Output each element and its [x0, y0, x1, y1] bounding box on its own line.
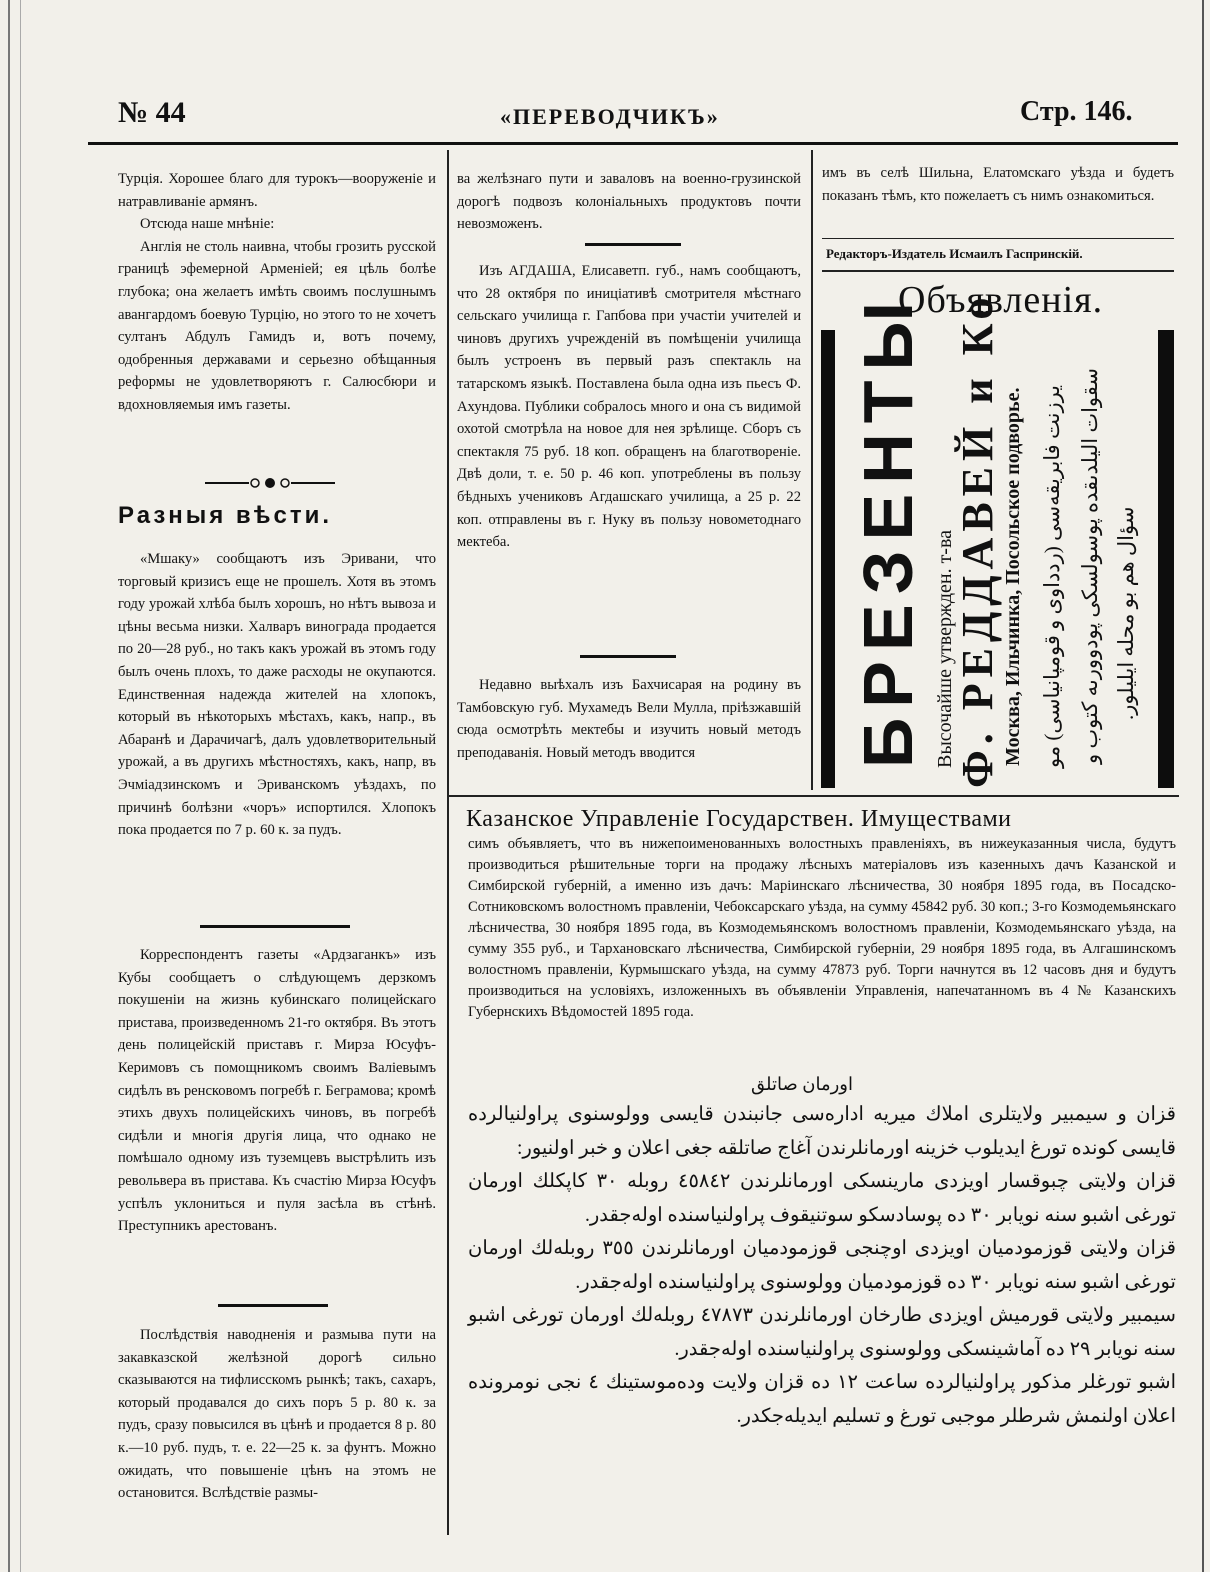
ads-heading: Объявленія. [898, 279, 1104, 321]
notice-russian-text: симъ объявляетъ, что въ нижепоименованныхъ волостныхъ правленіяхъ, въ нижеуказанныя числа, будутъ производиться рѣшительные торги на продажу лѣсныхъ матеріаловъ изъ казенныхъ дачъ Казанской и Симбирской губерній, а именно изъ дачъ: Маріинскаго лѣсничества, 30 ноября 1895 года, въ Посадско-Сотниковскомъ волостномъ правленіи, Чебоксарскаго уѣзда, на сумму 45842 руб. 30 коп.; 3-го Козмодемьянскаго лѣсничества, 30 ноября 1895 года, въ Козмодемьянскомъ волостномъ правленіи, Козмодемьянскаго уѣзда, на сумму 355 руб., и Тархановскаго лѣсничества, Симбирской губерніи, 29 ноября 1895 года, въ Алгашинскомъ волостномъ правленіи, Курмышскаго уѣзда, на сумму 47873 руб. Торги начнутся въ 12 часовъ дня и будутъ производиться на условіяхъ, изложенныхъ въ объявленіи Управленія, напечатанномъ въ 4 № Казанскихъ Губернскихъ Вѣдомостей 1895 года. [468, 836, 1176, 1020]
ad-address: Москва, Ильчинка, Посольское подворье. [1002, 387, 1024, 766]
notice-arabic-p4: سيمبير ولايتى قورميش اويزدى طارخان اورمانلرندن ٤٧٨٧٣ روبله‌لك اورمان تورغى اشبو سنه نويابر ٢٩ ده آماشينسكى وولوسنوى پراولنياسنده اوله‌جقدر. [468, 1305, 1176, 1360]
column-rule-1 [447, 150, 449, 1535]
ad-left-bar [821, 330, 835, 788]
notice-arabic-body [468, 1098, 1176, 1433]
column-2-agdash [457, 260, 801, 554]
column-1-top [118, 168, 436, 417]
ads-rule [822, 270, 1174, 272]
article-divider [218, 1304, 328, 1307]
section-heading-news: Разныя вѣсти. [118, 502, 333, 529]
column-1-kuba [118, 944, 436, 1238]
right-page-edge [1202, 0, 1204, 1572]
page-number: Стр. 146. [1020, 96, 1133, 127]
editor-rule [822, 238, 1174, 239]
article-turkey-end: Турція. Хорошее благо для турокъ—вооруженіе и натравливаніе армянъ. [118, 171, 436, 210]
column-2-bakhchisaray [457, 674, 801, 764]
news-tiflis: Послѣдствія наводненія и размыва пути на закавказской желѣзной дорогѣ сильно сказываются на тифлисскомъ рынкѣ; такъ, сахаръ, который продавался до сихъ поръ 5 р. 80 к. за пудъ, сразу повысился въ цѣнѣ и продается 8 р. 80 к.—10 руб. пудъ, т. е. 22—25 к. за фунтъ. Можно ожидать, что повышеніе цѣнъ на этомъ не остановится. Вслѣдствіе размы- [118, 1327, 436, 1502]
column-rule-2 [811, 150, 813, 790]
ad-arabic-line-2: سقوات اليلدىقده پوسولسكى پودوورىه كتوب و [1078, 368, 1102, 764]
ad-subtitle: Высочайше утвержден. т-ва [934, 529, 956, 768]
notice-title: Казанское Управленіе Государствен. Имуществами [466, 806, 1012, 832]
ad-company: Ф. РЕДДАВЕЙ и Ко [953, 291, 1002, 788]
opinion-text: Англія не столь наивна, чтобы грозить русской границѣ эфемерной Арменіей; ея цѣль болѣе глубока; она желаетъ имѣть своимъ послушнымъ авангардомъ боевую Турцію, но этого то не хочетъ султанъ Абдулъ Гамидъ и, вотъ почему, одобренныя державами и серьезно обѣщанныя реформы не удовлетворяютъ г. Салюсбюри и вдохновляемыя имъ газеты. [118, 238, 436, 413]
news-railway-end: ва желѣзнаго пути и заваловъ на военно-грузинской дорогѣ подвозъ колоніальныхъ продуктовъ почти невозможенъ. [457, 171, 801, 233]
newspaper-title: «ПЕРЕВОДЧИКЪ» [500, 104, 720, 129]
notice-body [468, 834, 1176, 1023]
notice-top-rule [449, 795, 1179, 797]
article-divider [580, 655, 676, 658]
issue-number: № 44 [118, 96, 186, 129]
news-bakhchisaray: Недавно выѣхалъ изъ Бахчисарая на родину въ Тамбовскую губ. Мухамедъ Вели Мулла, пріѣзжавшій сюда осмотрѣть мектебы и изучить новый методъ преподаванія. Новый методъ вводится [457, 677, 801, 761]
notice-arabic-p2: قزان ولايتى چبوقسار اويزدى مارينسكى اورمانلرندن ٤٥٨٤٢ روبله ٣٠ كاپكلك اورمان تورغى اشبو سنه نويابر ٣٠ ده پوسادسكو سوتنيقوف پراولنياسنده اوله‌جقدر. [468, 1171, 1176, 1226]
header-rule [88, 142, 1178, 145]
news-shilna-end: имъ въ селѣ Шильна, Елатомскаго уѣзда и будетъ показанъ тѣмъ, кто пожелаетъ съ нимъ ознакомиться. [822, 165, 1174, 204]
column-3-top [822, 162, 1174, 207]
news-agdash: Изъ АГДАША, Елисаветп. губ., намъ сообщаютъ, что 28 октября по иниціативѣ смотрителя мѣстнаго сельскаго училища г. Гапбова при участіи учителей и чиновъ другихъ учрежденій въ помѣщеніи училища былъ устроенъ въ первый разъ спектакль на татарскомъ языкѣ. Поставлена была одна изъ пьесъ Ф. Ахундова. Публики собралось много и она съ видимой охотой смотрѣла на новое для нея зрѣлище. Сборъ съ спектакля 75 руб. 18 коп. обращенъ на благотвореніе. Двѣ доли, т. е. 50 р. 46 коп. употреблены въ пользу бѣдныхъ учениковъ Агдашскаго училища, а 25 р. 22 коп. отправлены въ г. Нуку въ пользу новометоднаго мектеба. [457, 263, 801, 551]
ad-arabic-line-1: يرزنت فابريقه‌سى (ردداوى و قومپانياسى) مو [1040, 384, 1064, 768]
notice-arabic-p5: اشبو تورغلر مذكور پراولنيالرده ساعت ١٢ ده قزان ولايت وده‌موستينك ٤ نجى نومرونده اعلان اولنمش شرطلر موجبى تورغ و تسليم ايديله‌جكدر. [468, 1372, 1176, 1427]
column-1-news [118, 548, 436, 842]
left-page-edge [8, 0, 10, 1572]
article-divider [585, 243, 681, 246]
notice-arabic-p3: قزان ولايتى قوزمودميان اويزدى اوچنجى قوزمودميان اورمانلرندن ٣٥٥ روبله‌لك اورمان تورغى اشبو سنه نويابر ٣٠ ده قوزمودميان وولوسنوى پراولنياسنده اوله‌جقدر. [468, 1238, 1176, 1293]
column-1-tiflis [118, 1324, 436, 1505]
ornament-divider [205, 475, 335, 491]
left-page-edge-inner [20, 0, 21, 1572]
news-erivan: «Мшаку» сообщаютъ изъ Эривани, что торговый кризисъ еще не прошелъ. Хотя въ этомъ году урожай хлѣба былъ хорошъ, но нѣтъ вывоза и цѣны весьма низки. Халваръ винограда продается по 20—28 руб., но такъ какъ урожай въ этомъ году былъ очень плохъ, то даже расходы не окупаются. Единственная надежда жителей на хлопокъ, который въ нѣкоторыхъ мѣстахъ, какъ, напр., въ Абаранѣ и Дарачичагѣ, далъ удовлетворительный урожай, а въ другихъ мѣстностяхъ, какъ, напр, въ Эчміадзинскомъ и Эриванскомъ уѣздахъ, по причинѣ болѣзни «чоръ» испортился. Хлопокъ пока продается по 7 р. 60 к. за пудъ. [118, 551, 436, 839]
ad-right-bar [1158, 330, 1174, 788]
opinion-intro: Отсюда наше мнѣніе: [140, 216, 275, 233]
editor-publisher: Редакторъ-Издатель Исмаилъ Гаспринскій. [826, 246, 1083, 261]
ad-brand-name: БРЕЗЕНТЫ [849, 291, 927, 768]
column-2-top [457, 168, 801, 236]
notice-arabic-p1: قزان و سيمبير ولايتلرى املاك ميريه اداره‌سى جانبندن قايسى وولوسنوى پراولنيالرده قايسى كونده تورغ ايديلوب خزينه اورمانلرندن آغاج صاتلقه جغى اعلان و خبر اولنيور: [468, 1104, 1176, 1159]
notice-arabic-heading: اورمان صاتلق [751, 1074, 853, 1094]
ad-arabic-line-3: سؤال هم بو محله ايليلور. [1114, 506, 1138, 720]
news-kuba: Корреспондентъ газеты «Ардзаганкъ» изъ Кубы сообщаетъ о слѣдующемъ дерзкомъ покушеніи на жизнь кубинскаго полицейскаго пристава, произведенномъ 21-го октября. Въ этотъ день полицейскій приставъ г. Мирза Юсуфъ-Керимовъ съ помощникомъ своимъ Валіевымъ сидѣлъ въ ренсковомъ погребѣ г. Беграмова; кромѣ этихъ двухъ полицейскихъ чиновъ, въ погребѣ сидѣли и многія другія лица, что однако не помѣшало одному изъ туземцевъ выстрѣлить изъ револьвера въ пристава. Къ счастію Мирза Юсуфъ успѣлъ уклониться и пуля засѣла въ стѣнѣ. Преступникъ арестованъ. [118, 947, 436, 1235]
article-divider [200, 925, 350, 928]
